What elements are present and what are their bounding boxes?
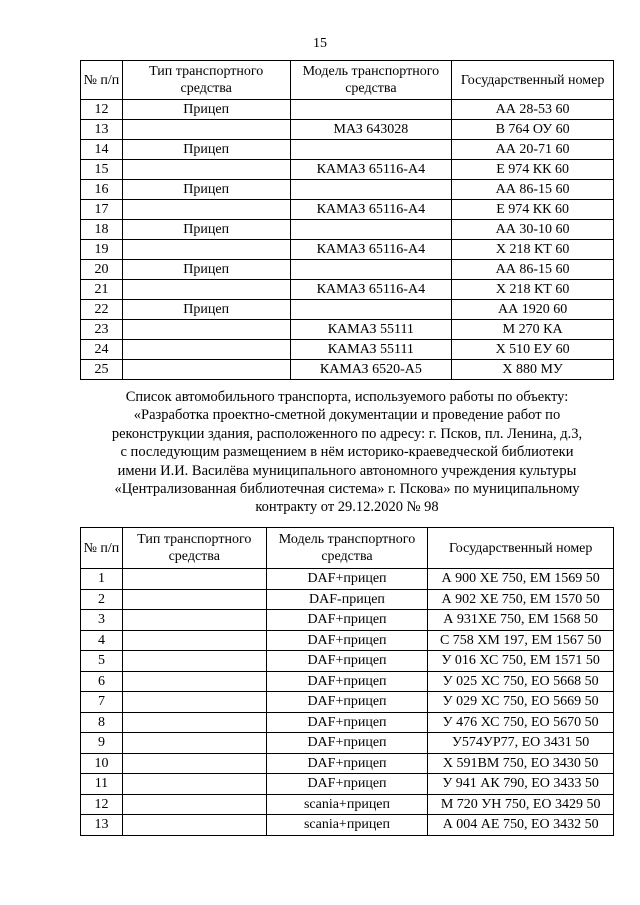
cell-number: 13: [81, 815, 123, 836]
cell-number: 21: [81, 280, 123, 300]
cell-model: МАЗ 643028: [290, 120, 452, 140]
cell-model: DAF+прицеп: [266, 753, 428, 774]
cell-model: DAF+прицеп: [266, 774, 428, 795]
cell-plate: Х 510 ЕУ 60: [452, 340, 614, 360]
cell-number: 3: [81, 610, 123, 631]
cell-number: 12: [81, 100, 123, 120]
cell-plate: А 900 ХЕ 750, ЕМ 1569 50: [428, 569, 614, 590]
cell-number: 8: [81, 712, 123, 733]
cell-number: 9: [81, 733, 123, 754]
table-row: [81, 140, 614, 160]
cell-plate: АА 28-53 60: [452, 100, 614, 120]
caption-line: Список автомобильного транспорта, используемого работы по объекту:: [125, 389, 569, 405]
cell-model: scania+прицеп: [266, 815, 428, 836]
cell-type: [122, 280, 290, 300]
cell-plate: У 029 ХС 750, ЕО 5669 50: [428, 692, 614, 713]
cell-plate: У 025 ХС 750, ЕО 5668 50: [428, 671, 614, 692]
cell-model: [290, 220, 452, 240]
cell-model: DAF+прицеп: [266, 651, 428, 672]
cell-number: 19: [81, 240, 123, 260]
table-row: [81, 753, 614, 774]
table-row: [81, 340, 614, 360]
cell-number: 16: [81, 180, 123, 200]
col-header-type: Тип транспортного средства: [122, 528, 266, 569]
cell-plate: У 941 АК 790, ЕО 3433 50: [428, 774, 614, 795]
cell-type: [122, 733, 266, 754]
cell-plate: А 902 ХЕ 750, ЕМ 1570 50: [428, 589, 614, 610]
cell-plate: АА 1920 60: [452, 300, 614, 320]
cell-type: Прицеп: [122, 260, 290, 280]
cell-type: [122, 569, 266, 590]
cell-model: [290, 260, 452, 280]
cell-model: DAF+прицеп: [266, 569, 428, 590]
cell-number: 2: [81, 589, 123, 610]
caption-line: с последующим размещением в нём историко-краеведческой библиотеки: [120, 444, 574, 461]
cell-model: КАМАЗ 55111: [290, 340, 452, 360]
cell-type: [122, 610, 266, 631]
cell-plate: Х 218 КТ 60: [452, 240, 614, 260]
cell-number: 10: [81, 753, 123, 774]
table-row: [81, 774, 614, 795]
table-row: [81, 160, 614, 180]
cell-type: [122, 753, 266, 774]
table-row: [81, 260, 614, 280]
cell-plate: АА 30-10 60: [452, 220, 614, 240]
cell-model: [290, 180, 452, 200]
cell-model: scania+прицеп: [266, 794, 428, 815]
cell-plate: Х 880 МУ: [452, 360, 614, 380]
col-header-number: № п/п: [81, 61, 123, 100]
cell-number: 14: [81, 140, 123, 160]
caption-line: реконструкции здания, расположенного по адресу: г. Псков, пл. Ленина, д.3,: [111, 425, 583, 442]
table-row: [81, 100, 614, 120]
cell-number: 12: [81, 794, 123, 815]
cell-number: 7: [81, 692, 123, 713]
cell-type: [122, 340, 290, 360]
cell-plate: У 016 ХС 750, ЕМ 1571 50: [428, 651, 614, 672]
table-row: [81, 610, 614, 631]
cell-type: Прицеп: [122, 180, 290, 200]
cell-plate: Е 974 КК 60: [452, 200, 614, 220]
cell-number: 5: [81, 651, 123, 672]
table-row: [81, 815, 614, 836]
cell-model: DAF+прицеп: [266, 610, 428, 631]
col-header-model: Модель транспортного средства: [290, 61, 452, 100]
cell-plate: Х 591ВМ 750, ЕО 3430 50: [428, 753, 614, 774]
cell-plate: А 004 АЕ 750, ЕО 3432 50: [428, 815, 614, 836]
cell-number: 6: [81, 671, 123, 692]
cell-model: КАМАЗ 65116-А4: [290, 200, 452, 220]
cell-type: [122, 360, 290, 380]
cell-type: [122, 589, 266, 610]
table-row: [81, 180, 614, 200]
cell-type: [122, 815, 266, 836]
table-row: [81, 360, 614, 380]
cell-type: Прицеп: [122, 140, 290, 160]
cell-number: 11: [81, 774, 123, 795]
vehicles-table-1: [80, 60, 614, 380]
table-row: [81, 280, 614, 300]
cell-plate: У 476 ХС 750, ЕО 5670 50: [428, 712, 614, 733]
cell-model: [290, 100, 452, 120]
col-header-plate: Государственный номер: [452, 61, 614, 100]
cell-model: [290, 300, 452, 320]
cell-number: 1: [81, 569, 123, 590]
cell-plate: АА 86-15 60: [452, 180, 614, 200]
table-row: [81, 733, 614, 754]
cell-number: 15: [81, 160, 123, 180]
cell-type: [122, 712, 266, 733]
table-row: [81, 200, 614, 220]
table-row: [81, 671, 614, 692]
cell-number: 17: [81, 200, 123, 220]
col-header-type: Тип транспортного средства: [122, 61, 290, 100]
table-header-row: [81, 528, 614, 569]
col-header-number: № п/п: [81, 528, 123, 569]
caption-line: имени И.И. Василёва муниципального автономного учреждения культуры: [117, 462, 577, 479]
table-row: [81, 240, 614, 260]
cell-plate: А 931ХЕ 750, ЕМ 1568 50: [428, 610, 614, 631]
cell-type: [122, 240, 290, 260]
cell-plate: АА 86-15 60: [452, 260, 614, 280]
table-row: [81, 651, 614, 672]
caption-line: «Централизованная библиотечная система» г. Пскова» по муниципальному: [114, 481, 580, 498]
cell-type: Прицеп: [122, 100, 290, 120]
cell-plate: Е 974 КК 60: [452, 160, 614, 180]
cell-number: 22: [81, 300, 123, 320]
cell-model: КАМАЗ 65116-А4: [290, 240, 452, 260]
cell-type: Прицеп: [122, 300, 290, 320]
table-row: [81, 692, 614, 713]
cell-plate: М 720 УН 750, ЕО 3429 50: [428, 794, 614, 815]
table-row: [81, 569, 614, 590]
cell-type: [122, 630, 266, 651]
cell-type: [122, 200, 290, 220]
page-number: 15: [313, 36, 327, 51]
cell-plate: У574УР77, ЕО 3431 50: [428, 733, 614, 754]
cell-type: [122, 774, 266, 795]
cell-type: [122, 160, 290, 180]
table-row: [81, 630, 614, 651]
cell-type: [122, 692, 266, 713]
cell-plate: Х 218 КТ 60: [452, 280, 614, 300]
cell-number: 4: [81, 630, 123, 651]
table-header-row: [81, 61, 614, 100]
cell-model: КАМАЗ 6520-А5: [290, 360, 452, 380]
cell-model: DAF+прицеп: [266, 671, 428, 692]
cell-number: 18: [81, 220, 123, 240]
cell-model: DAF-прицеп: [266, 589, 428, 610]
cell-type: [122, 651, 266, 672]
list-caption: [80, 388, 614, 517]
table-row: [81, 712, 614, 733]
cell-type: [122, 120, 290, 140]
table-row: [81, 300, 614, 320]
cell-number: 20: [81, 260, 123, 280]
cell-number: 23: [81, 320, 123, 340]
cell-type: [122, 320, 290, 340]
table-row: [81, 589, 614, 610]
cell-model: DAF+прицеп: [266, 692, 428, 713]
table-row: [81, 320, 614, 340]
cell-model: DAF+прицеп: [266, 630, 428, 651]
cell-type: [122, 671, 266, 692]
cell-model: КАМАЗ 65116-А4: [290, 280, 452, 300]
cell-number: 13: [81, 120, 123, 140]
col-header-plate: Государственный номер: [428, 528, 614, 569]
cell-model: КАМАЗ 55111: [290, 320, 452, 340]
caption-line: «Разработка проектно-сметной документации и проведение работ по: [133, 407, 561, 424]
cell-model: КАМАЗ 65116-А4: [290, 160, 452, 180]
table-row: [81, 120, 614, 140]
cell-type: [122, 794, 266, 815]
table-row: [81, 220, 614, 240]
caption-line: контракту от 29.12.2020 № 98: [255, 499, 439, 516]
cell-number: 25: [81, 360, 123, 380]
cell-plate: С 758 ХМ 197, ЕМ 1567 50: [428, 630, 614, 651]
cell-model: [290, 140, 452, 160]
table-row: [81, 794, 614, 815]
cell-model: DAF+прицеп: [266, 733, 428, 754]
cell-plate: В 764 ОУ 60: [452, 120, 614, 140]
cell-type: Прицеп: [122, 220, 290, 240]
cell-number: 24: [81, 340, 123, 360]
col-header-model: Модель транспортного средства: [266, 528, 428, 569]
vehicles-table-2: [80, 527, 614, 836]
cell-model: DAF+прицеп: [266, 712, 428, 733]
cell-plate: М 270 КА: [452, 320, 614, 340]
cell-plate: АА 20-71 60: [452, 140, 614, 160]
